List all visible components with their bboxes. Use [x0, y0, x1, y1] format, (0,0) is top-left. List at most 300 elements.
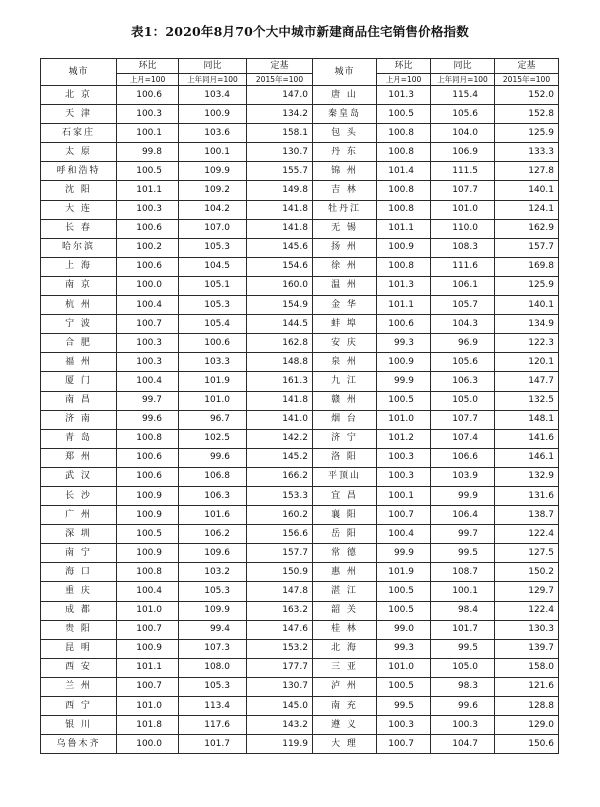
table-row — [41, 219, 559, 238]
yoy-cell: 108.3 — [431, 238, 495, 257]
city-name-cell: 济 南 — [41, 410, 117, 429]
base-cell: 161.3 — [247, 372, 313, 391]
table-row — [41, 334, 559, 353]
yoy-cell: 104.2 — [179, 200, 247, 219]
yoy-cell: 96.9 — [431, 334, 495, 353]
city-name-cell: 泉 州 — [313, 353, 377, 372]
yoy-cell: 105.6 — [431, 353, 495, 372]
base-cell: 157.7 — [495, 238, 559, 257]
base-cell: 157.7 — [247, 544, 313, 563]
city-name-cell: 牡丹江 — [313, 200, 377, 219]
base-cell: 133.3 — [495, 143, 559, 162]
city-name-cell: 唐 山 — [313, 86, 377, 105]
yoy-cell: 107.3 — [179, 639, 247, 658]
table-row — [41, 86, 559, 105]
mom-cell: 100.4 — [117, 296, 179, 315]
yoy-cell: 111.5 — [431, 162, 495, 181]
mom-cell: 100.5 — [117, 525, 179, 544]
mom-cell: 100.6 — [117, 257, 179, 276]
city-name-cell: 乌鲁木齐 — [41, 735, 117, 754]
city-name-cell: 蚌 埠 — [313, 315, 377, 334]
city-name-cell: 深 圳 — [41, 525, 117, 544]
mom-cell: 100.8 — [377, 200, 431, 219]
city-name-cell: 平顶山 — [313, 467, 377, 486]
yoy-cell: 108.0 — [179, 658, 247, 677]
city-name-cell: 泸 州 — [313, 677, 377, 696]
base-cell: 152.8 — [495, 105, 559, 124]
base-cell: 139.7 — [495, 639, 559, 658]
base-cell: 127.8 — [495, 162, 559, 181]
base-cell: 142.2 — [247, 429, 313, 448]
mom-cell: 99.3 — [377, 639, 431, 658]
mom-cell: 101.3 — [377, 86, 431, 105]
yoy-cell: 105.3 — [179, 238, 247, 257]
city-name-cell: 赣 州 — [313, 391, 377, 410]
base-cell: 150.9 — [247, 563, 313, 582]
mom-cell: 100.5 — [117, 162, 179, 181]
table-row — [41, 544, 559, 563]
mom-cell: 100.1 — [117, 124, 179, 143]
base-cell: 127.5 — [495, 544, 559, 563]
mom-cell: 100.8 — [377, 257, 431, 276]
yoy-cell: 103.6 — [179, 124, 247, 143]
base-cell: 144.5 — [247, 315, 313, 334]
base-cell: 140.1 — [495, 181, 559, 200]
mom-cell: 100.7 — [117, 677, 179, 696]
city-name-cell: 南 京 — [41, 276, 117, 295]
mom-cell: 100.7 — [377, 735, 431, 754]
base-cell: 158.0 — [495, 658, 559, 677]
table-row — [41, 276, 559, 295]
mom-subheader-left: 上月=100 — [117, 74, 179, 86]
table-row — [41, 506, 559, 525]
city-name-cell: 西 宁 — [41, 697, 117, 716]
yoy-header-left: 同比 — [179, 59, 247, 74]
city-name-cell: 无 锡 — [313, 219, 377, 238]
table-row — [41, 124, 559, 143]
city-name-cell: 北 京 — [41, 86, 117, 105]
city-name-cell: 石家庄 — [41, 124, 117, 143]
city-name-cell: 长 沙 — [41, 486, 117, 505]
mom-cell: 100.6 — [117, 219, 179, 238]
base-cell: 129.0 — [495, 716, 559, 735]
table-row — [41, 296, 559, 315]
city-name-cell: 三 亚 — [313, 658, 377, 677]
base-cell: 141.8 — [247, 391, 313, 410]
table-row — [41, 143, 559, 162]
table-row — [41, 467, 559, 486]
yoy-cell: 103.2 — [179, 563, 247, 582]
base-cell: 141.8 — [247, 200, 313, 219]
base-cell: 125.9 — [495, 276, 559, 295]
yoy-cell: 105.6 — [431, 105, 495, 124]
table-row — [41, 448, 559, 467]
city-name-cell: 长 春 — [41, 219, 117, 238]
base-cell: 141.6 — [495, 429, 559, 448]
base-cell: 149.8 — [247, 181, 313, 200]
city-name-cell: 南 昌 — [41, 391, 117, 410]
yoy-cell: 117.6 — [179, 716, 247, 735]
city-name-cell: 成 都 — [41, 601, 117, 620]
mom-cell: 101.1 — [377, 219, 431, 238]
city-name-cell: 九 江 — [313, 372, 377, 391]
mom-cell: 100.3 — [117, 353, 179, 372]
base-cell: 132.9 — [495, 467, 559, 486]
mom-cell: 100.3 — [117, 334, 179, 353]
base-cell: 163.2 — [247, 601, 313, 620]
base-cell: 148.1 — [495, 410, 559, 429]
yoy-cell: 105.4 — [179, 315, 247, 334]
table-row — [41, 410, 559, 429]
base-cell: 150.6 — [495, 735, 559, 754]
city-name-cell: 锦 州 — [313, 162, 377, 181]
table-body — [41, 86, 559, 754]
mom-cell: 100.1 — [377, 486, 431, 505]
yoy-cell: 107.4 — [431, 429, 495, 448]
city-name-cell: 重 庆 — [41, 582, 117, 601]
city-name-cell: 贵 阳 — [41, 620, 117, 639]
mom-cell: 100.4 — [117, 582, 179, 601]
base-header-right: 定基 — [495, 59, 559, 74]
mom-cell: 100.6 — [117, 467, 179, 486]
city-name-cell: 银 川 — [41, 716, 117, 735]
yoy-cell: 113.4 — [179, 697, 247, 716]
mom-cell: 101.9 — [377, 563, 431, 582]
base-cell: 154.6 — [247, 257, 313, 276]
yoy-subheader-left: 上年同月=100 — [179, 74, 247, 86]
city-name-cell: 合 肥 — [41, 334, 117, 353]
mom-cell: 100.8 — [117, 429, 179, 448]
city-name-cell: 洛 阳 — [313, 448, 377, 467]
mom-cell: 99.6 — [117, 410, 179, 429]
table-row — [41, 162, 559, 181]
city-name-cell: 襄 阳 — [313, 506, 377, 525]
base-cell: 138.7 — [495, 506, 559, 525]
city-name-cell: 沈 阳 — [41, 181, 117, 200]
city-name-cell: 太 原 — [41, 143, 117, 162]
base-cell: 119.9 — [247, 735, 313, 754]
base-cell: 122.4 — [495, 525, 559, 544]
yoy-cell: 99.7 — [431, 525, 495, 544]
yoy-cell: 101.6 — [179, 506, 247, 525]
yoy-cell: 109.9 — [179, 162, 247, 181]
yoy-cell: 106.9 — [431, 143, 495, 162]
city-name-cell: 吉 林 — [313, 181, 377, 200]
city-name-cell: 大 连 — [41, 200, 117, 219]
mom-cell: 100.9 — [377, 353, 431, 372]
city-name-cell: 扬 州 — [313, 238, 377, 257]
city-name-cell: 秦皇岛 — [313, 105, 377, 124]
base-cell: 153.2 — [247, 639, 313, 658]
mom-cell: 100.9 — [117, 486, 179, 505]
yoy-cell: 106.3 — [179, 486, 247, 505]
yoy-cell: 100.6 — [179, 334, 247, 353]
base-cell: 162.9 — [495, 219, 559, 238]
city-name-cell: 郑 州 — [41, 448, 117, 467]
table-row — [41, 677, 559, 696]
yoy-cell: 101.0 — [431, 200, 495, 219]
mom-cell: 100.2 — [117, 238, 179, 257]
mom-subheader-right: 上月=100 — [377, 74, 431, 86]
city-name-cell: 济 宁 — [313, 429, 377, 448]
mom-header-right: 环比 — [377, 59, 431, 74]
mom-cell: 101.1 — [377, 296, 431, 315]
yoy-cell: 99.6 — [431, 697, 495, 716]
table-row — [41, 486, 559, 505]
table-row — [41, 620, 559, 639]
yoy-cell: 100.1 — [179, 143, 247, 162]
yoy-cell: 106.4 — [431, 506, 495, 525]
city-name-cell: 广 州 — [41, 506, 117, 525]
yoy-cell: 115.4 — [431, 86, 495, 105]
table-title: 表1：2020年8月70个大中城市新建商品住宅销售价格指数 — [131, 24, 469, 39]
mom-cell: 101.3 — [377, 276, 431, 295]
yoy-cell: 98.3 — [431, 677, 495, 696]
city-name-cell: 北 海 — [313, 639, 377, 658]
base-cell: 145.2 — [247, 448, 313, 467]
city-header-right: 城市 — [313, 59, 377, 86]
city-name-cell: 宜 昌 — [313, 486, 377, 505]
mom-cell: 100.5 — [377, 105, 431, 124]
table-row — [41, 735, 559, 754]
yoy-cell: 105.0 — [431, 658, 495, 677]
yoy-cell: 101.7 — [431, 620, 495, 639]
table-row — [41, 429, 559, 448]
mom-cell: 99.9 — [377, 544, 431, 563]
table-row — [41, 257, 559, 276]
table-row — [41, 716, 559, 735]
mom-cell: 100.5 — [377, 601, 431, 620]
mom-cell: 101.8 — [117, 716, 179, 735]
base-cell: 146.1 — [495, 448, 559, 467]
mom-cell: 101.0 — [117, 601, 179, 620]
base-cell: 145.6 — [247, 238, 313, 257]
base-cell: 155.7 — [247, 162, 313, 181]
city-name-cell: 厦 门 — [41, 372, 117, 391]
mom-cell: 100.8 — [377, 181, 431, 200]
yoy-cell: 100.1 — [431, 582, 495, 601]
base-cell: 169.8 — [495, 257, 559, 276]
base-cell: 140.1 — [495, 296, 559, 315]
yoy-cell: 103.9 — [431, 467, 495, 486]
mom-cell: 101.0 — [377, 410, 431, 429]
yoy-cell: 101.7 — [179, 735, 247, 754]
city-name-cell: 天 津 — [41, 105, 117, 124]
mom-cell: 100.9 — [377, 238, 431, 257]
yoy-cell: 105.0 — [431, 391, 495, 410]
base-cell: 147.6 — [247, 620, 313, 639]
base-cell: 130.3 — [495, 620, 559, 639]
mom-cell: 100.3 — [377, 467, 431, 486]
mom-cell: 99.7 — [117, 391, 179, 410]
yoy-cell: 100.3 — [431, 716, 495, 735]
base-cell: 154.9 — [247, 296, 313, 315]
city-name-cell: 桂 林 — [313, 620, 377, 639]
yoy-cell: 106.3 — [431, 372, 495, 391]
yoy-cell: 101.0 — [179, 391, 247, 410]
yoy-cell: 99.9 — [431, 486, 495, 505]
yoy-cell: 105.1 — [179, 276, 247, 295]
city-name-cell: 南 充 — [313, 697, 377, 716]
base-cell: 156.6 — [247, 525, 313, 544]
city-name-cell: 丹 东 — [313, 143, 377, 162]
yoy-cell: 99.6 — [179, 448, 247, 467]
base-cell: 130.7 — [247, 143, 313, 162]
base-cell: 166.2 — [247, 467, 313, 486]
base-cell: 150.2 — [495, 563, 559, 582]
city-name-cell: 包 头 — [313, 124, 377, 143]
base-subheader-right: 2015年=100 — [495, 74, 559, 86]
yoy-cell: 110.0 — [431, 219, 495, 238]
base-cell: 143.2 — [247, 716, 313, 735]
base-cell: 152.0 — [495, 86, 559, 105]
base-cell: 148.8 — [247, 353, 313, 372]
table-row — [41, 563, 559, 582]
city-name-cell: 福 州 — [41, 353, 117, 372]
yoy-cell: 108.7 — [431, 563, 495, 582]
mom-cell: 100.6 — [377, 315, 431, 334]
city-name-cell: 金 华 — [313, 296, 377, 315]
yoy-cell: 102.5 — [179, 429, 247, 448]
city-name-cell: 西 安 — [41, 658, 117, 677]
yoy-cell: 109.9 — [179, 601, 247, 620]
table-row — [41, 238, 559, 257]
yoy-cell: 99.4 — [179, 620, 247, 639]
mom-cell: 100.3 — [377, 716, 431, 735]
base-cell: 158.1 — [247, 124, 313, 143]
mom-cell: 100.9 — [117, 639, 179, 658]
yoy-cell: 109.2 — [179, 181, 247, 200]
city-header-left: 城市 — [41, 59, 117, 86]
mom-cell: 101.4 — [377, 162, 431, 181]
mom-cell: 100.9 — [117, 544, 179, 563]
base-cell: 122.4 — [495, 601, 559, 620]
mom-cell: 99.3 — [377, 334, 431, 353]
mom-cell: 100.7 — [117, 315, 179, 334]
yoy-cell: 99.5 — [431, 544, 495, 563]
base-cell: 129.7 — [495, 582, 559, 601]
city-name-cell: 温 州 — [313, 276, 377, 295]
mom-cell: 101.1 — [117, 658, 179, 677]
city-name-cell: 徐 州 — [313, 257, 377, 276]
table-row — [41, 105, 559, 124]
table-row — [41, 181, 559, 200]
yoy-header-right: 同比 — [431, 59, 495, 74]
yoy-cell: 105.3 — [179, 582, 247, 601]
base-cell: 134.2 — [247, 105, 313, 124]
yoy-cell: 106.1 — [431, 276, 495, 295]
yoy-cell: 105.7 — [431, 296, 495, 315]
city-name-cell: 宁 波 — [41, 315, 117, 334]
base-cell: 147.8 — [247, 582, 313, 601]
mom-header-left: 环比 — [117, 59, 179, 74]
base-cell: 134.9 — [495, 315, 559, 334]
base-subheader-left: 2015年=100 — [247, 74, 313, 86]
mom-cell: 100.6 — [117, 448, 179, 467]
mom-cell: 100.9 — [117, 506, 179, 525]
base-cell: 145.0 — [247, 697, 313, 716]
yoy-cell: 106.8 — [179, 467, 247, 486]
city-name-cell: 安 庆 — [313, 334, 377, 353]
mom-cell: 100.8 — [377, 143, 431, 162]
mom-cell: 100.4 — [117, 372, 179, 391]
yoy-cell: 98.4 — [431, 601, 495, 620]
city-name-cell: 昆 明 — [41, 639, 117, 658]
mom-cell: 100.3 — [117, 105, 179, 124]
table-row — [41, 200, 559, 219]
table-row — [41, 639, 559, 658]
base-cell: 125.9 — [495, 124, 559, 143]
base-cell: 162.8 — [247, 334, 313, 353]
mom-cell: 100.7 — [377, 506, 431, 525]
yoy-cell: 111.6 — [431, 257, 495, 276]
city-name-cell: 南 宁 — [41, 544, 117, 563]
mom-cell: 99.9 — [377, 372, 431, 391]
table-row — [41, 582, 559, 601]
base-cell: 147.0 — [247, 86, 313, 105]
city-name-cell: 海 口 — [41, 563, 117, 582]
city-name-cell: 青 岛 — [41, 429, 117, 448]
city-name-cell: 武 汉 — [41, 467, 117, 486]
city-name-cell: 湛 江 — [313, 582, 377, 601]
mom-cell: 100.5 — [377, 391, 431, 410]
mom-cell: 100.8 — [377, 124, 431, 143]
table-row — [41, 391, 559, 410]
city-name-cell: 杭 州 — [41, 296, 117, 315]
city-name-cell: 上 海 — [41, 257, 117, 276]
base-cell: 122.3 — [495, 334, 559, 353]
mom-cell: 100.4 — [377, 525, 431, 544]
yoy-cell: 106.2 — [179, 525, 247, 544]
yoy-cell: 101.9 — [179, 372, 247, 391]
yoy-cell: 109.6 — [179, 544, 247, 563]
base-cell: 160.0 — [247, 276, 313, 295]
base-cell: 153.3 — [247, 486, 313, 505]
yoy-cell: 107.0 — [179, 219, 247, 238]
yoy-cell: 105.3 — [179, 677, 247, 696]
mom-cell: 100.3 — [377, 448, 431, 467]
table-row — [41, 697, 559, 716]
base-cell: 120.1 — [495, 353, 559, 372]
yoy-cell: 107.7 — [431, 181, 495, 200]
base-cell: 141.0 — [247, 410, 313, 429]
yoy-cell: 104.7 — [431, 735, 495, 754]
table-row — [41, 372, 559, 391]
city-name-cell: 兰 州 — [41, 677, 117, 696]
mom-cell: 100.0 — [117, 276, 179, 295]
city-name-cell: 韶 关 — [313, 601, 377, 620]
mom-cell: 99.5 — [377, 697, 431, 716]
yoy-cell: 96.7 — [179, 410, 247, 429]
base-cell: 130.7 — [247, 677, 313, 696]
city-name-cell: 岳 阳 — [313, 525, 377, 544]
mom-cell: 101.0 — [117, 697, 179, 716]
city-name-cell: 大 理 — [313, 735, 377, 754]
base-cell: 177.7 — [247, 658, 313, 677]
city-name-cell: 烟 台 — [313, 410, 377, 429]
city-name-cell: 惠 州 — [313, 563, 377, 582]
city-name-cell: 常 德 — [313, 544, 377, 563]
yoy-cell: 100.9 — [179, 105, 247, 124]
base-cell: 147.7 — [495, 372, 559, 391]
base-cell: 160.2 — [247, 506, 313, 525]
yoy-cell: 103.3 — [179, 353, 247, 372]
mom-cell: 100.3 — [117, 200, 179, 219]
table-row — [41, 601, 559, 620]
mom-cell: 101.0 — [377, 658, 431, 677]
city-name-cell: 呼和浩特 — [41, 162, 117, 181]
yoy-cell: 104.5 — [179, 257, 247, 276]
